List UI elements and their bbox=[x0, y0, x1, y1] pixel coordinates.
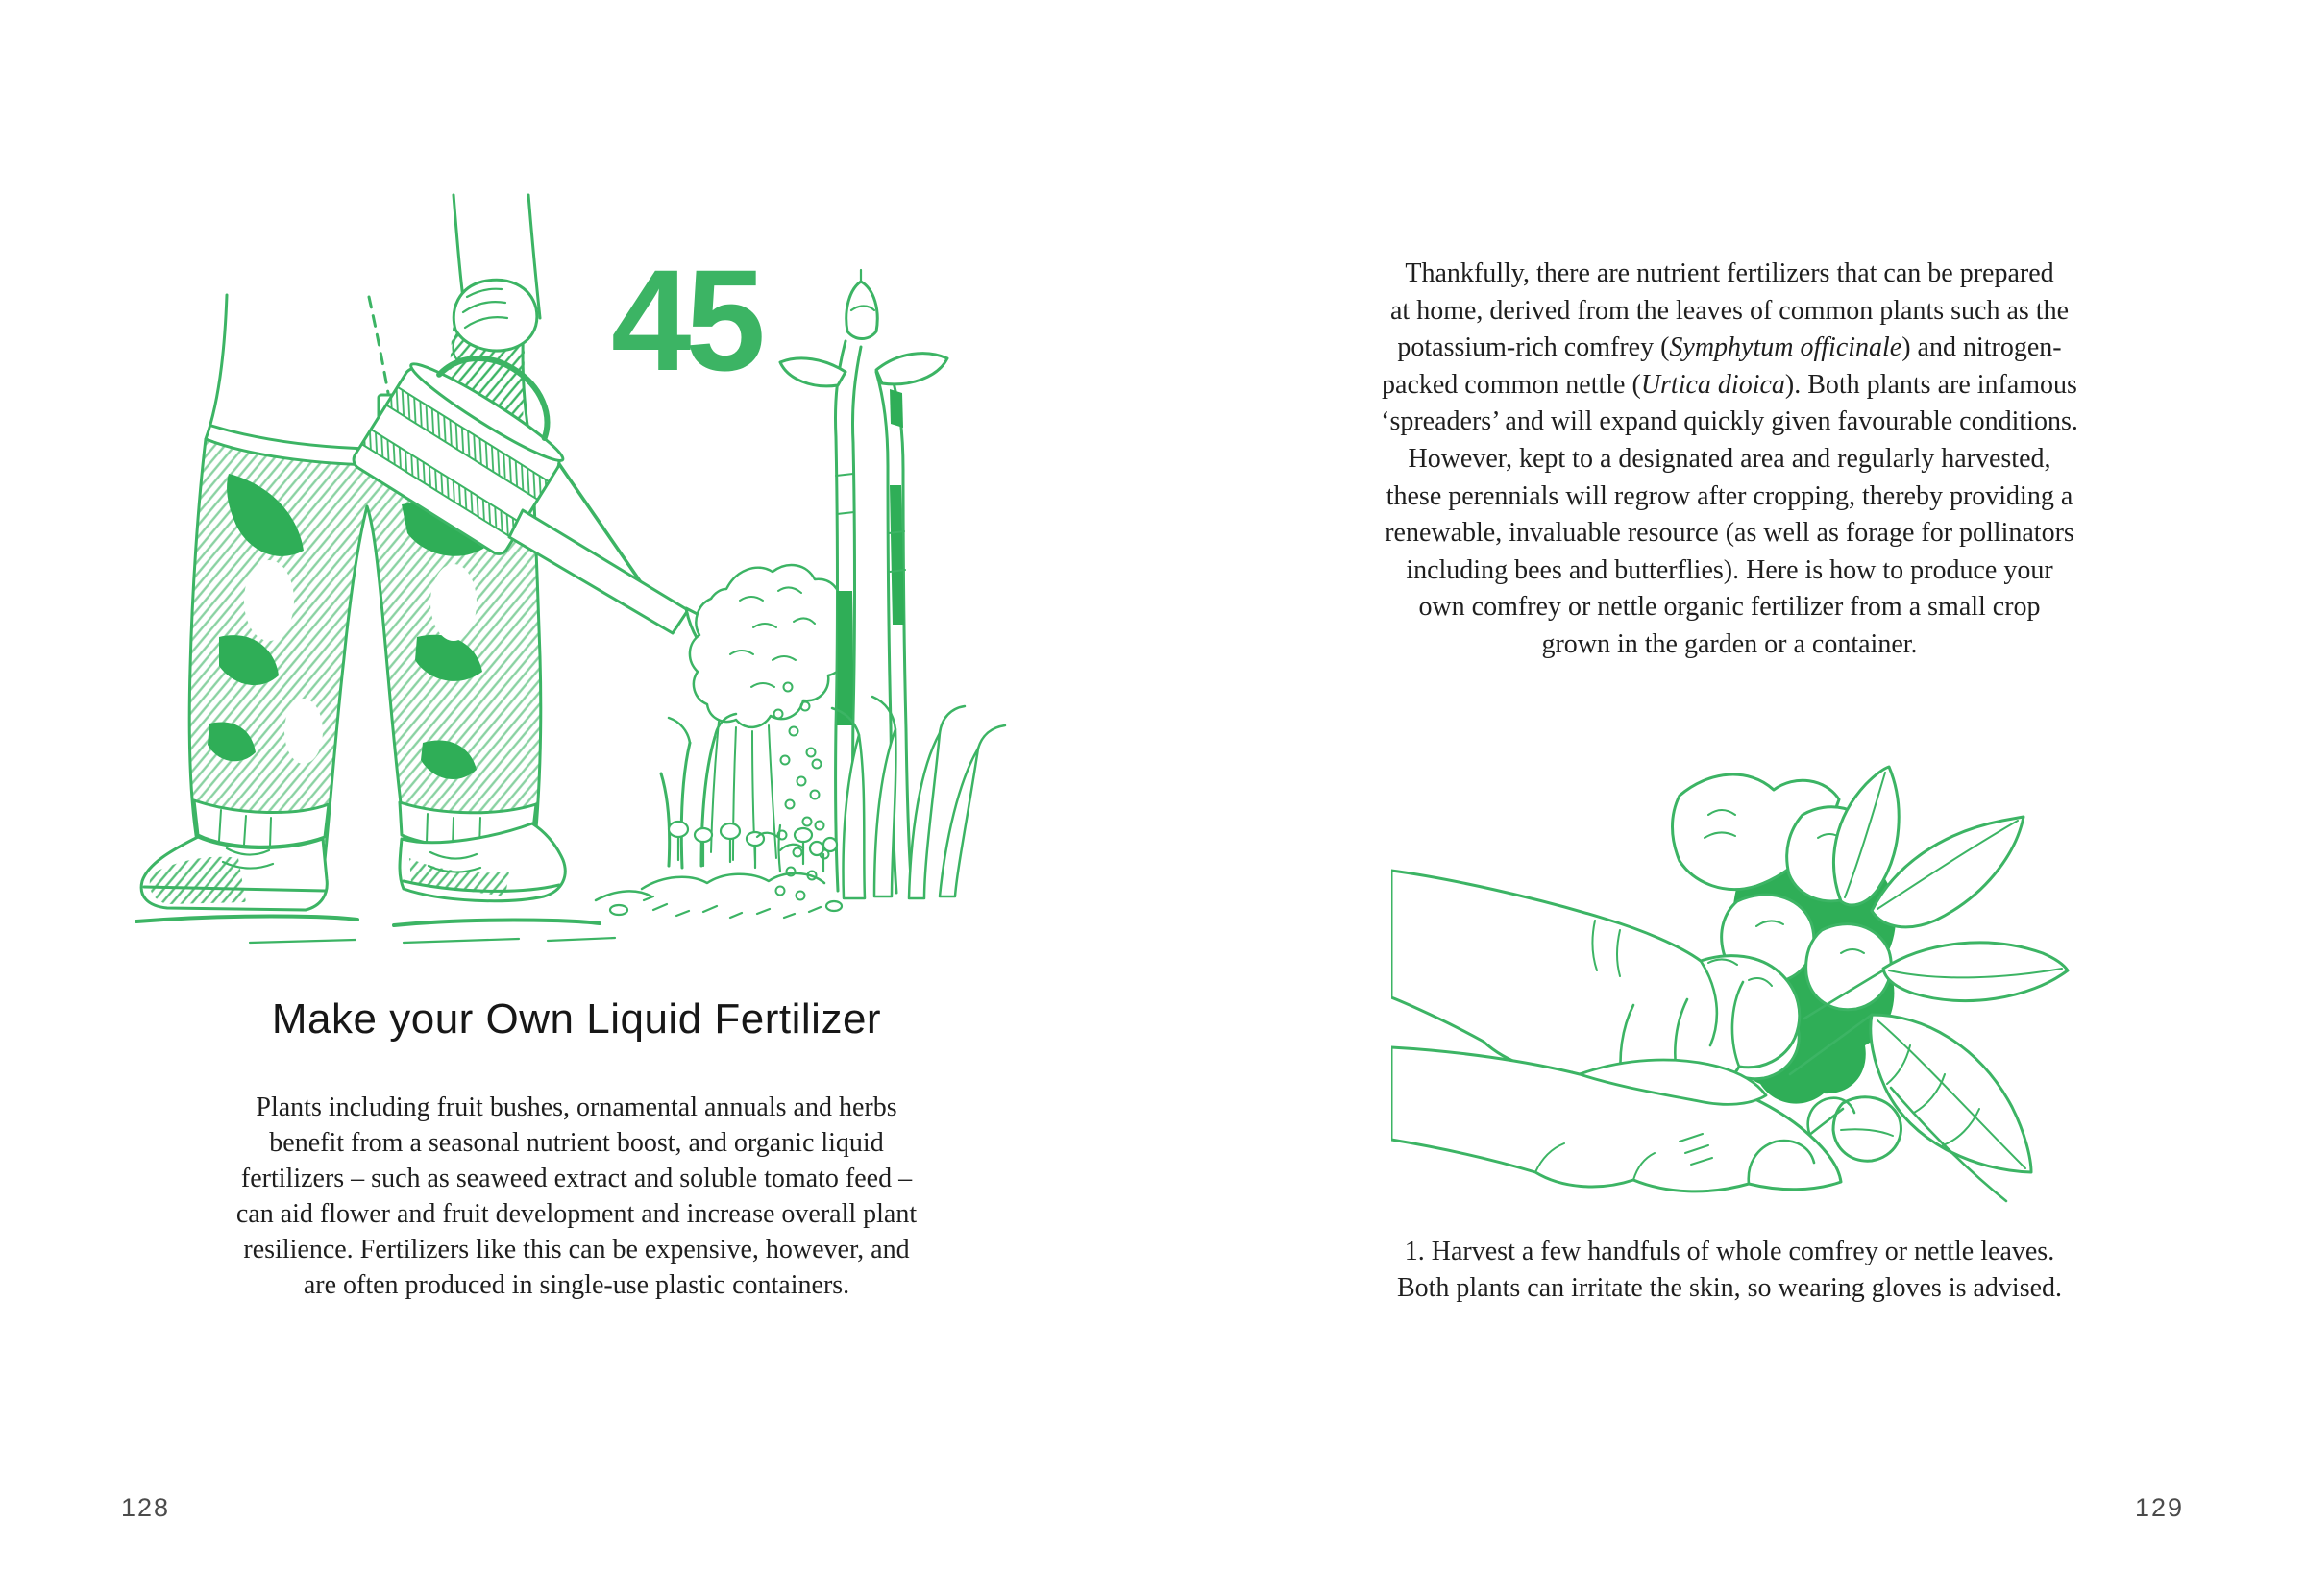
text-line: resilience. Fertilizers like this can be expensive, however, and bbox=[243, 1235, 910, 1265]
text-line: Plants including fruit bushes, ornamental annuals and herbs bbox=[256, 1093, 897, 1122]
main-paragraph bbox=[1326, 256, 2133, 664]
right-page bbox=[1153, 0, 2306, 1596]
text-line: Thankfully, there are nutrient fertilizers that can be prepared bbox=[1405, 258, 2054, 288]
text-line: Both plants can irritate the skin, so wearing gloves is advised. bbox=[1396, 1273, 2063, 1303]
text-line: are often produced in single-use plastic containers. bbox=[303, 1270, 850, 1300]
text-line: own comfrey or nettle organic fertilizer from a small crop bbox=[1418, 592, 2041, 623]
text-line: including bees and butterflies). Here is how to produce your bbox=[1406, 554, 2053, 585]
text-line: However, kept to a designated area and regularly harvested, bbox=[1408, 443, 2051, 474]
text-line: benefit from a seasonal nutrient boost, and organic liquid bbox=[269, 1128, 884, 1158]
text-line: packed common nettle (Urtica dioica). Both plants are infamous bbox=[1382, 369, 2077, 400]
grass-tuft bbox=[661, 714, 736, 868]
grass-clump bbox=[832, 697, 1005, 898]
seedlings bbox=[669, 822, 837, 872]
text-line: grown in the garden or a container. bbox=[1541, 628, 1918, 659]
hands-holding-leaves-illustration bbox=[1391, 757, 2083, 1205]
text-line: these perennials will regrow after cropping, thereby providing a bbox=[1386, 480, 2073, 511]
text-line: potassium-rich comfrey (Symphytum officinale) and nitrogen- bbox=[1397, 332, 2062, 363]
boots bbox=[136, 823, 615, 943]
text-line: can aid flower and fruit development and increase overall plant bbox=[235, 1199, 918, 1229]
text-line: renewable, invaluable resource (as well as forage for pollinators bbox=[1385, 518, 2074, 549]
page-number-right: 129 bbox=[2135, 1493, 2185, 1522]
text-line: at home, derived from the leaves of common plants such as the bbox=[1389, 295, 2069, 326]
intro-paragraph bbox=[163, 1090, 990, 1303]
page-number-left: 128 bbox=[121, 1493, 171, 1522]
watering-can-illustration bbox=[115, 187, 1028, 956]
chapter-number: 45 bbox=[611, 239, 760, 401]
hand-on-handle bbox=[454, 195, 541, 360]
text-line: 1. Harvest a few handfuls of whole comfrey or nettle leaves. bbox=[1404, 1237, 2055, 1266]
text-line: fertilizers – such as seaweed extract and soluble tomato feed – bbox=[240, 1164, 913, 1193]
step-1-text bbox=[1326, 1234, 2133, 1307]
chapter-title: Make your Own Liquid Fertilizer bbox=[271, 995, 882, 1043]
text-line: ‘spreaders’ and will expand quickly given favourable conditions. bbox=[1381, 406, 2078, 437]
